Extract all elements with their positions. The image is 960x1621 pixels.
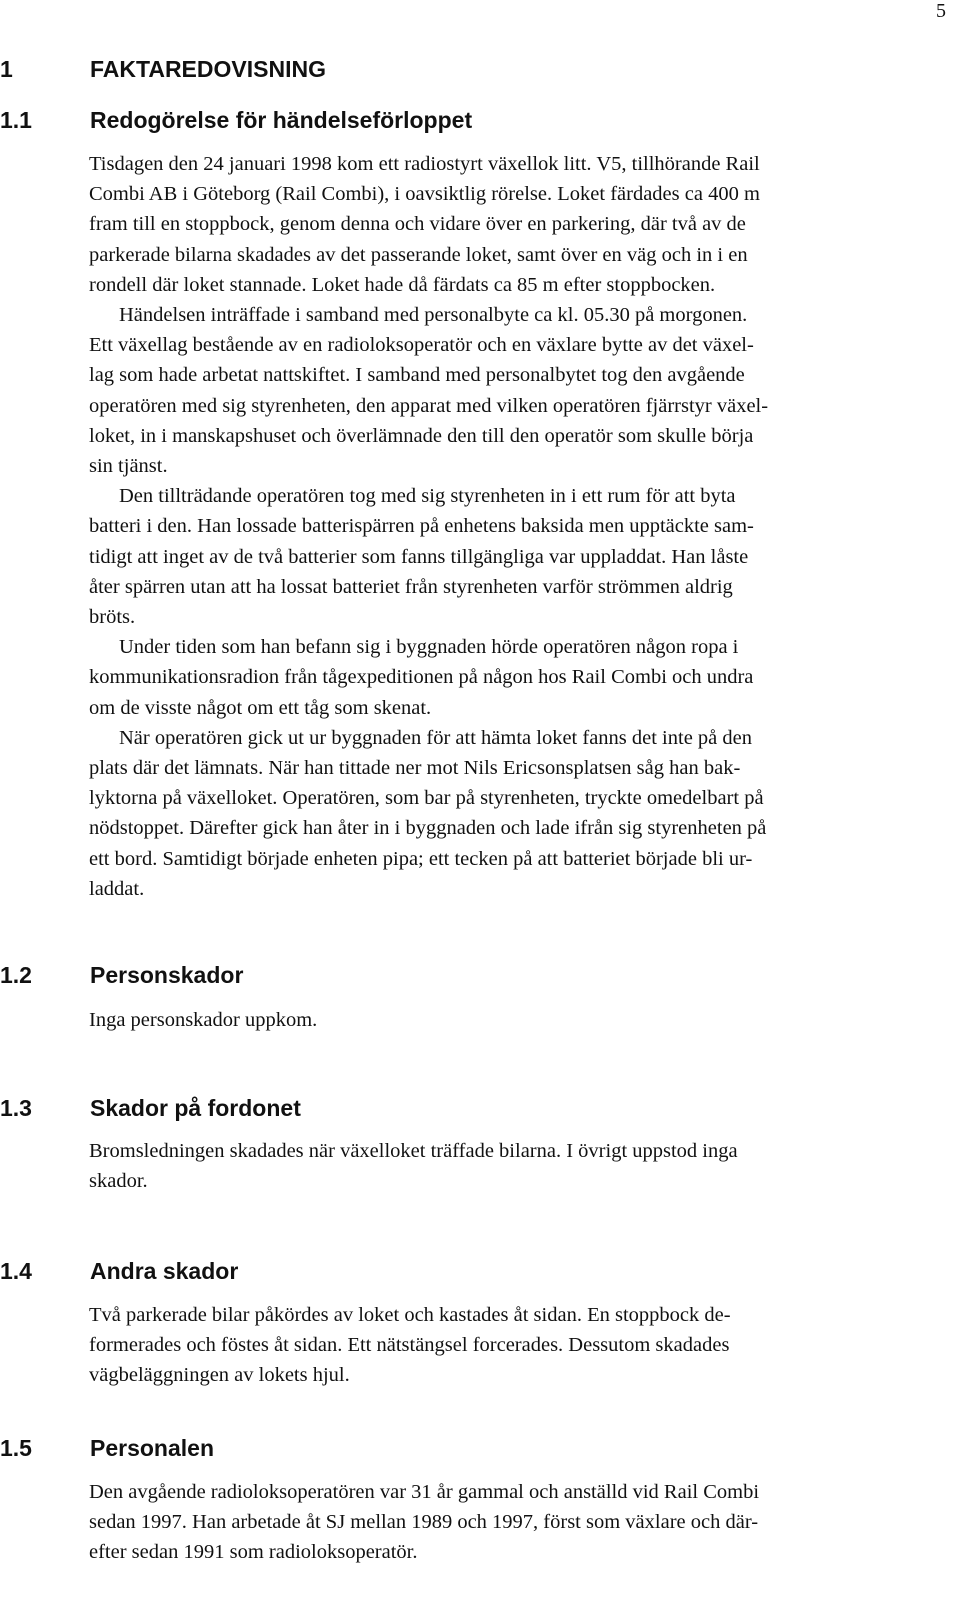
text-line: loket, in i manskapshuset och överlämnade den till den operatör som skulle börja (89, 424, 754, 447)
section-body-1-2 (89, 1005, 934, 1035)
chapter-number: 1 (0, 56, 13, 82)
text-line: skador. (89, 1170, 148, 1193)
section-title: Redogörelse för händelseförloppet (90, 107, 473, 133)
text-line: efter sedan 1991 som radioloksoperatör. (89, 1541, 418, 1564)
text-line: ett bord. Samtidigt började enheten pipa; ett tecken på att batteriet började bli ur- (89, 847, 753, 870)
paragraph (89, 1300, 934, 1391)
section-number: 1.1 (0, 107, 32, 133)
text-line: Bromsledningen skadades när växelloket träffade bilarna. I övrigt uppstod inga (89, 1140, 738, 1162)
text-line: operatören med sig styrenheten, den apparat med vilken operatören fjärrstyr växel- (89, 394, 769, 417)
text-line: kommunikationsradion från tågexpeditionen på någon hos Rail Combi och undra (89, 666, 754, 689)
paragraph (89, 1005, 934, 1035)
text-line: batteri i den. Han lossade batterispärren på enhetens baksida men upptäckte sam- (89, 515, 754, 538)
section-number: 1.2 (0, 962, 32, 988)
section-body-1-5 (89, 1477, 934, 1568)
text-line: sin tjänst. (89, 455, 168, 478)
text-line: Ett växellag bestående av en radioloksoperatör och en växlare bytte av det växel- (89, 334, 754, 357)
text-line: fram till en stoppbock, genom denna och vidare över en parkering, där två av de (89, 213, 746, 236)
paragraph (89, 1136, 934, 1196)
paragraph (89, 632, 934, 723)
text-line: Tisdagen den 24 januari 1998 kom ett radiostyrt växellok litt. V5, tillhörande Rail (89, 153, 760, 175)
section-title: Personskador (90, 962, 244, 988)
paragraph (89, 723, 934, 904)
text-line: bröts. (89, 606, 136, 629)
section-number: 1.5 (0, 1435, 32, 1461)
text-line: Den tillträdande operatören tog med sig styrenheten in i ett rum för att byta (119, 485, 736, 508)
page-number: 5 (936, 0, 946, 22)
text-line: Combi AB i Göteborg (Rail Combi), i oavsiktlig rörelse. Loket färdades ca 400 m (89, 183, 760, 206)
text-line: parkerade bilarna skadades av det passerande loket, samt över en väg och in i en (89, 243, 748, 266)
paragraph (89, 149, 934, 300)
text-line: nödstoppet. Därefter gick han åter in i byggnaden och lade ifrån sig styrenheten på (89, 817, 767, 840)
text-line: formerades och föstes åt sidan. Ett nätstängsel forcerades. Dessutom skadades (89, 1334, 730, 1357)
paragraph (89, 481, 934, 632)
text-line: om de visste något om ett tåg som skenat. (89, 696, 432, 719)
paragraph (89, 1477, 934, 1568)
text-line: lyktorna på växelloket. Operatören, som bar på styrenheten, tryckte omedelbart på (89, 787, 764, 810)
text-line: laddat. (89, 877, 145, 900)
section-title: Personalen (90, 1435, 214, 1461)
section-number: 1.3 (0, 1095, 32, 1121)
text-line: rondell där loket stannade. Loket hade då färdats ca 85 m efter stoppbocken. (89, 273, 716, 296)
section-body-1-4 (89, 1300, 934, 1391)
paragraph (89, 300, 934, 330)
text-line: åter spärren utan att ha lossat batteriet från styrenheten varför strömmen aldrig (89, 575, 733, 598)
text-line: vägbeläggningen av lokets hjul. (89, 1364, 350, 1387)
text-line: När operatören gick ut ur byggnaden för att hämta loket fanns det inte på den (119, 726, 752, 749)
text-line: Händelsen inträffade i samband med personalbyte ca kl. 05.30 på morgonen. (119, 304, 748, 327)
text-line: plats där det lämnats. När han tittade ner mot Nils Ericsonsplatsen såg han bak- (89, 757, 741, 780)
section-title: Andra skador (90, 1258, 239, 1284)
paragraph (89, 330, 934, 481)
text-line: Två parkerade bilar påkördes av loket och kastades åt sidan. En stoppbock de- (89, 1304, 731, 1326)
text-line: sedan 1997. Han arbetade åt SJ mellan 1989 och 1997, först som växlare och där- (89, 1511, 759, 1534)
chapter-title: FAKTAREDOVISNING (90, 56, 326, 82)
section-title: Skador på fordonet (90, 1095, 301, 1121)
section-body-1-3 (89, 1136, 934, 1196)
text-line: tidigt att inget av de två batterier som fanns tillgängliga var uppladdat. Han låste (89, 545, 749, 568)
text-line: Inga personskador uppkom. (89, 1009, 318, 1031)
text-line: lag som hade arbetat nattskiftet. I samband med personalbytet tog den avgående (89, 364, 745, 387)
text-line: Den avgående radioloksoperatören var 31 år gammal och anställd vid Rail Combi (89, 1481, 760, 1503)
section-body-1-1 (89, 149, 934, 904)
section-number: 1.4 (0, 1258, 32, 1284)
text-line: Under tiden som han befann sig i byggnaden hörde operatören någon ropa i (119, 636, 739, 659)
